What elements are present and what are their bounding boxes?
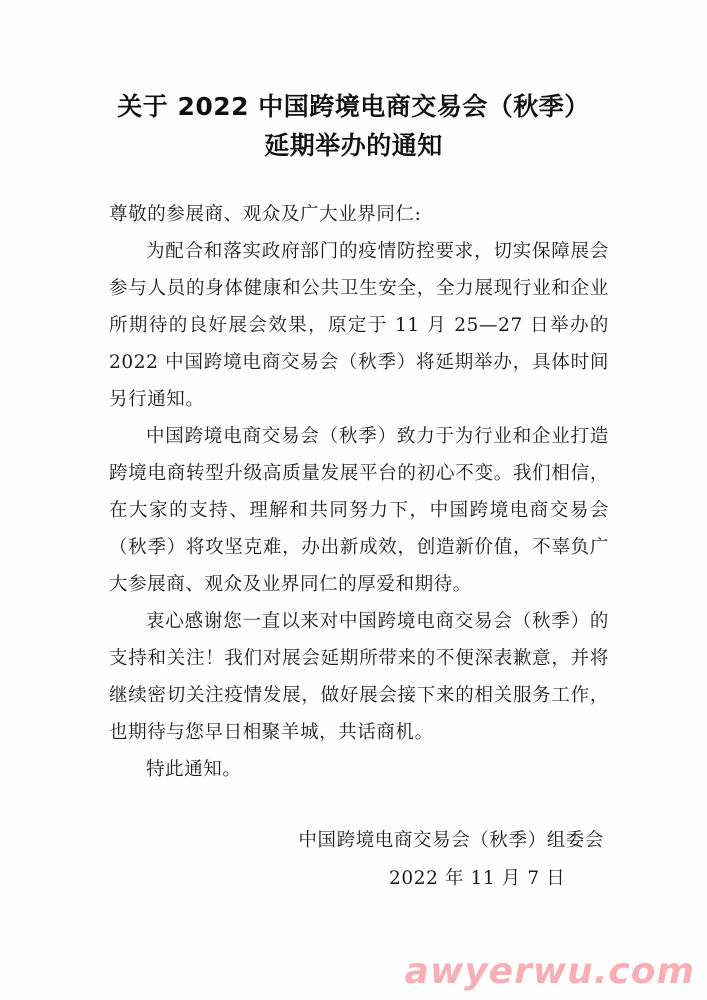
notice-date: 2022 年 11 月 7 日 [389, 868, 566, 889]
paragraph-commitment: 中国跨境电商交易会（秋季）致力于为行业和企业打造跨境电商转型升级高质量发展平台的初心不变。我们相信，在大家的支持、理解和共同努力下，中国跨境电商交易会（秋季）将攻坚克难，办出新成效，创造新价值，不辜负广大参展商、观众及业界同仁的厚爱和期待。 [109, 426, 609, 595]
site-watermark: awyerwu.com [404, 951, 695, 992]
paragraph-postponement: 为配合和落实政府部门的疫情防控要求，切实保障展会参与人员的身体健康和公共卫生安全，全力展现行业和企业所期待的良好展会效果，原定于 11 月 25—27 日举办的 2022 中国跨境电商交易会（秋季）将延期举办，具体时间另行通知。 [109, 241, 609, 410]
paragraph-thanks: 衷心感谢您一直以来对中国跨境电商交易会（秋季）的支持和关注！我们对展会延期所带来的不便深表歉意，并将继续密切关注疫情发展，做好展会接下来的相关服务工作，也期待与您早日相聚羊城，共话商机。 [109, 611, 609, 743]
paragraph-closing: 特此通知。 [146, 759, 242, 780]
notice-title-line-2: 延期举办的通知 [264, 131, 443, 160]
salutation: 尊敬的参展商、观众及广大业界同仁: [109, 204, 422, 225]
signature-organizer: 中国跨境电商交易会（秋季）组委会 [298, 830, 604, 851]
notice-title-line-1: 关于 2022 中国跨境电商交易会（秋季） [117, 92, 590, 121]
